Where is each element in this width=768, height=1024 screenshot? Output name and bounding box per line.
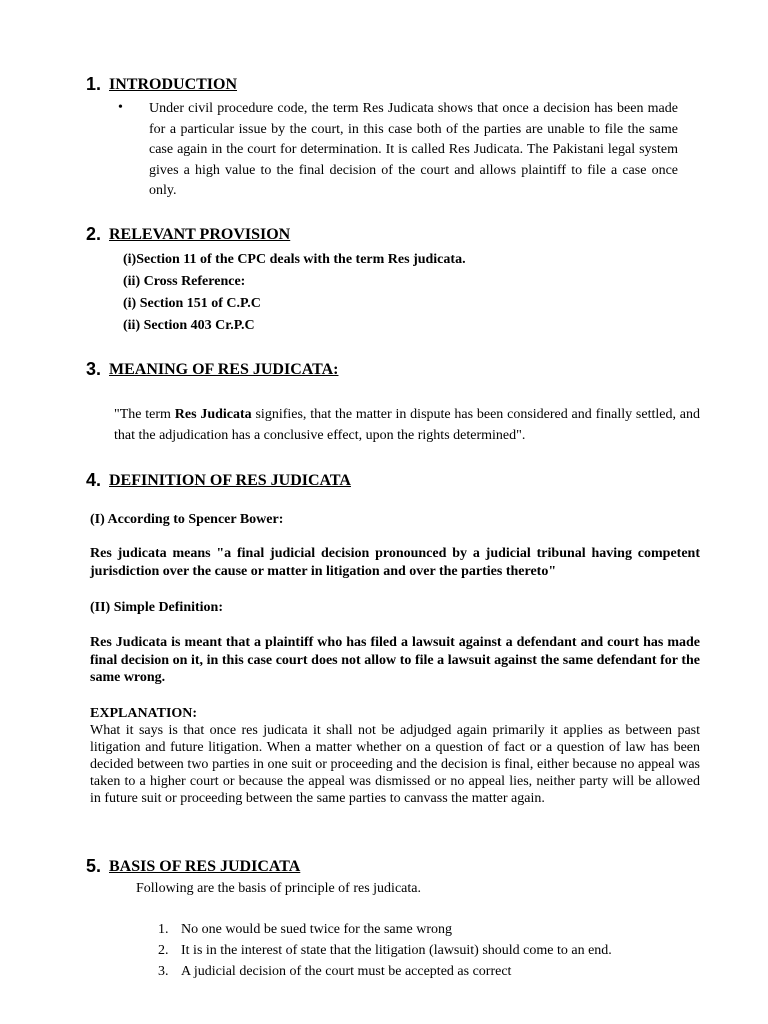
meaning-quote-rest: signifies, that the matter in dispute has been considered and finally settled, and that the adjudication has a conclusive effect, upon the rights determined". <box>114 407 700 443</box>
meaning-quote-start: "The term <box>114 407 175 422</box>
simple-definition-text: Res Judicata is meant that a plaintiff who has filed a lawsuit against a defendant and court has made final decision on it, in this case court does not allow to file a lawsuit against the same defendant for the same wrong. <box>90 635 700 685</box>
provision-line: (i)Section 11 of the CPC deals with the term Res judicata. <box>123 252 466 267</box>
spencer-bower-label: (I) According to Spencer Bower: <box>90 512 284 527</box>
introduction-text: Under civil procedure code, the term Res Judicata shows that once a decision has been made for a particular issue by the court, in this case both of the parties are unable to file the same case again in the court for determination. It is called Res Judicata. The Pakistani legal system gives a high value to the final decision of the court and allows plaintiff to file a case once only. <box>149 101 678 198</box>
list-item-number: 2. <box>158 943 169 958</box>
bullet-icon: • <box>118 100 123 115</box>
meaning-quote <box>114 405 700 446</box>
list-item-number: 1. <box>158 922 169 937</box>
provision-line: (ii) Cross Reference: <box>123 274 246 289</box>
section-1-heading: INTRODUCTION <box>109 76 238 93</box>
explanation-label: EXPLANATION: <box>90 706 198 721</box>
section-4-number: 4. <box>86 470 102 490</box>
spencer-bower-definition: Res judicata means "a final judicial decision pronounced by a judicial tribunal having competent jurisdiction over the cause or matter in litigation and over the parties thereto" <box>90 546 700 579</box>
section-4-heading: DEFINITION OF RES JUDICATA <box>109 472 351 489</box>
provision-line: (ii) Section 403 Cr.P.C <box>123 318 255 333</box>
section-3-number: 3. <box>86 359 102 379</box>
provision-line: (i) Section 151 of C.P.C <box>123 296 261 311</box>
list-item: It is in the interest of state that the litigation (lawsuit) should come to an end. <box>181 943 612 958</box>
list-item: No one would be sued twice for the same wrong <box>181 922 452 937</box>
section-2-heading: RELEVANT PROVISION <box>109 226 291 243</box>
section-5-number: 5. <box>86 856 102 876</box>
list-item: A judicial decision of the court must be accepted as correct <box>181 964 512 979</box>
section-2-number: 2. <box>86 224 102 244</box>
list-item-number: 3. <box>158 964 169 979</box>
explanation-text: What it says is that once res judicata it shall not be adjudged again primarily it applies as between past litigation and future litigation. When a matter whether on a question of fact or a question of law has been decided between two parties in one suit or proceeding and the decision is final, either because no appeal was taken to a higher court or because the appeal was dismissed or no appeal lies, neither party will be allowed in future suit or proceeding between the same parties to canvass the matter again. <box>90 723 700 806</box>
section-1-number: 1. <box>86 74 102 94</box>
meaning-quote-term: Res Judicata <box>174 407 252 422</box>
basis-intro: Following are the basis of principle of res judicata. <box>136 881 421 896</box>
section-5-heading: BASIS OF RES JUDICATA <box>109 858 301 875</box>
section-3-heading: MEANING OF RES JUDICATA: <box>109 361 339 378</box>
provision-list <box>123 249 466 337</box>
simple-definition-label: (II) Simple Definition: <box>90 600 223 615</box>
